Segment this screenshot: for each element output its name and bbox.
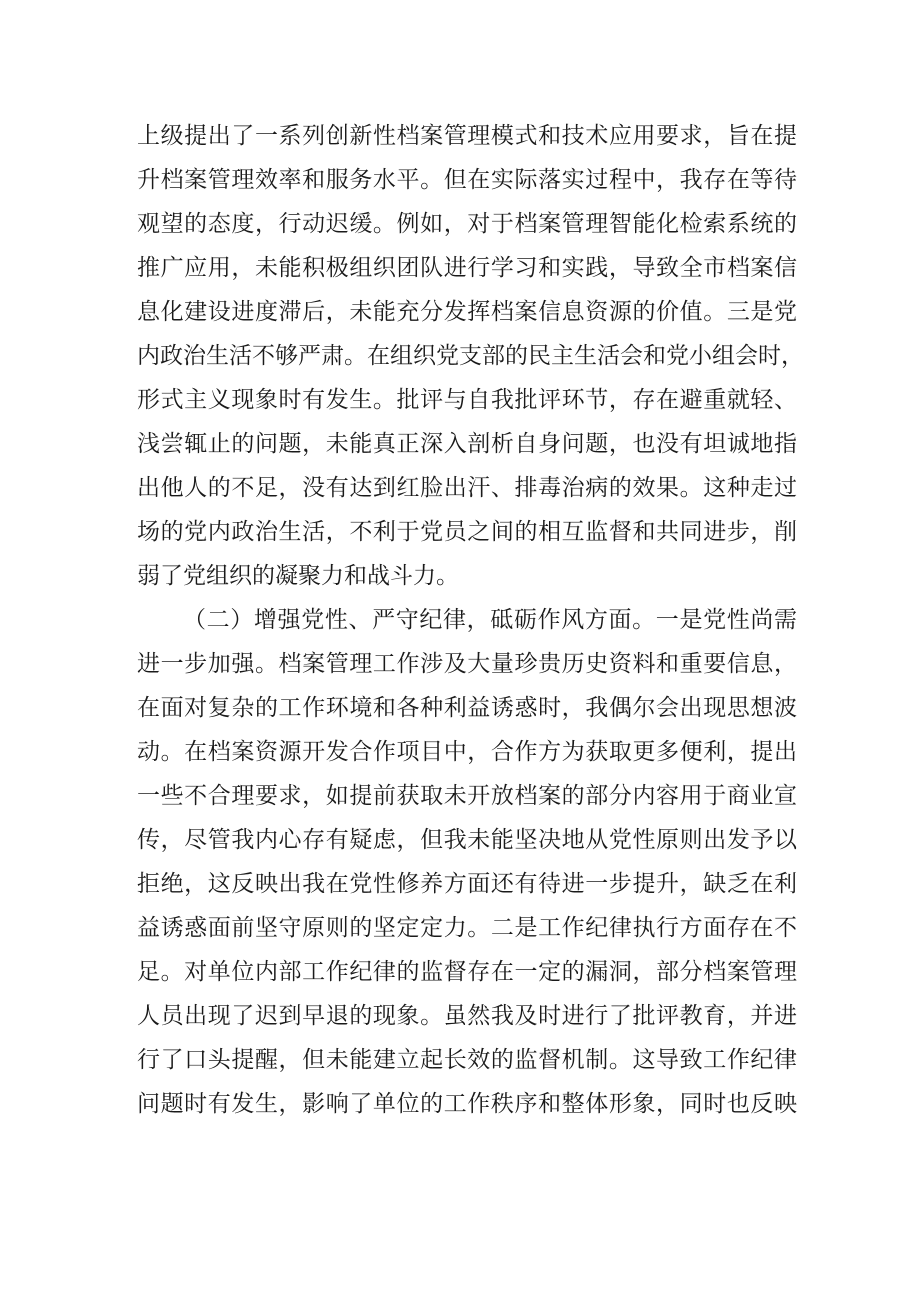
text-line-9: 出他人的不足，没有达到红脸出汗、排毒治病的效果。这种走过 (137, 475, 797, 501)
text-line-4: 推广应用，未能积极组织团队进行学习和实践，导致全市档案信 (137, 255, 797, 281)
text-line-18: 拒绝，这反映出我在党性修养方面还有待进一步提升，缺乏在利 (137, 871, 797, 897)
text-line-14: 在面对复杂的工作环境和各种利益诱惑时，我偶尔会出现思想波 (137, 695, 797, 721)
text-line-2: 升档案管理效率和服务水平。但在实际落实过程中，我存在等待 (137, 167, 797, 193)
text-line-19: 益诱惑面前坚守原则的坚定定力。二是工作纪律执行方面存在不 (137, 915, 797, 941)
text-line-13: 进一步加强。档案管理工作涉及大量珍贵历史资料和重要信息， (137, 651, 797, 677)
text-line-8: 浅尝辄止的问题，未能真正深入剖析自身问题，也没有坦诚地指 (137, 431, 797, 457)
text-line-22: 行了口头提醒，但未能建立起长效的监督机制。这导致工作纪律 (137, 1047, 797, 1073)
text-line-7: 形式主义现象时有发生。批评与自我批评环节，存在避重就轻、 (137, 387, 797, 413)
text-line-23: 问题时有发生，影响了单位的工作秩序和整体形象，同时也反映 (137, 1091, 797, 1117)
text-line-20: 足。对单位内部工作纪律的监督存在一定的漏洞，部分档案管理 (137, 959, 797, 985)
text-line-3: 观望的态度，行动迟缓。例如，对于档案管理智能化检索系统的 (137, 211, 797, 237)
text-line-11: 弱了党组织的凝聚力和战斗力。 (137, 563, 459, 589)
text-line-17: 传，尽管我内心存有疑虑，但我未能坚决地从党性原则出发予以 (137, 827, 797, 853)
text-line-16: 一些不合理要求，如提前获取未开放档案的部分内容用于商业宣 (137, 783, 797, 809)
text-line-6: 内政治生活不够严肃。在组织党支部的民主生活会和党小组会时， (137, 343, 804, 369)
text-line-1: 上级提出了一系列创新性档案管理模式和技术应用要求，旨在提 (137, 123, 797, 149)
text-line-15: 动。在档案资源开发合作项目中，合作方为获取更多便利，提出 (137, 739, 797, 765)
text-line-5: 息化建设进度滞后，未能充分发挥档案信息资源的价值。三是党 (137, 299, 797, 325)
text-line-21: 人员出现了迟到早退的现象。虽然我及时进行了批评教育，并进 (137, 1003, 797, 1029)
section-heading-line: （二）增强党性、严守纪律，砥砺作风方面。一是党性尚需 (183, 607, 797, 633)
text-line-10: 场的党内政治生活，不利于党员之间的相互监督和共同进步，削 (137, 519, 797, 545)
